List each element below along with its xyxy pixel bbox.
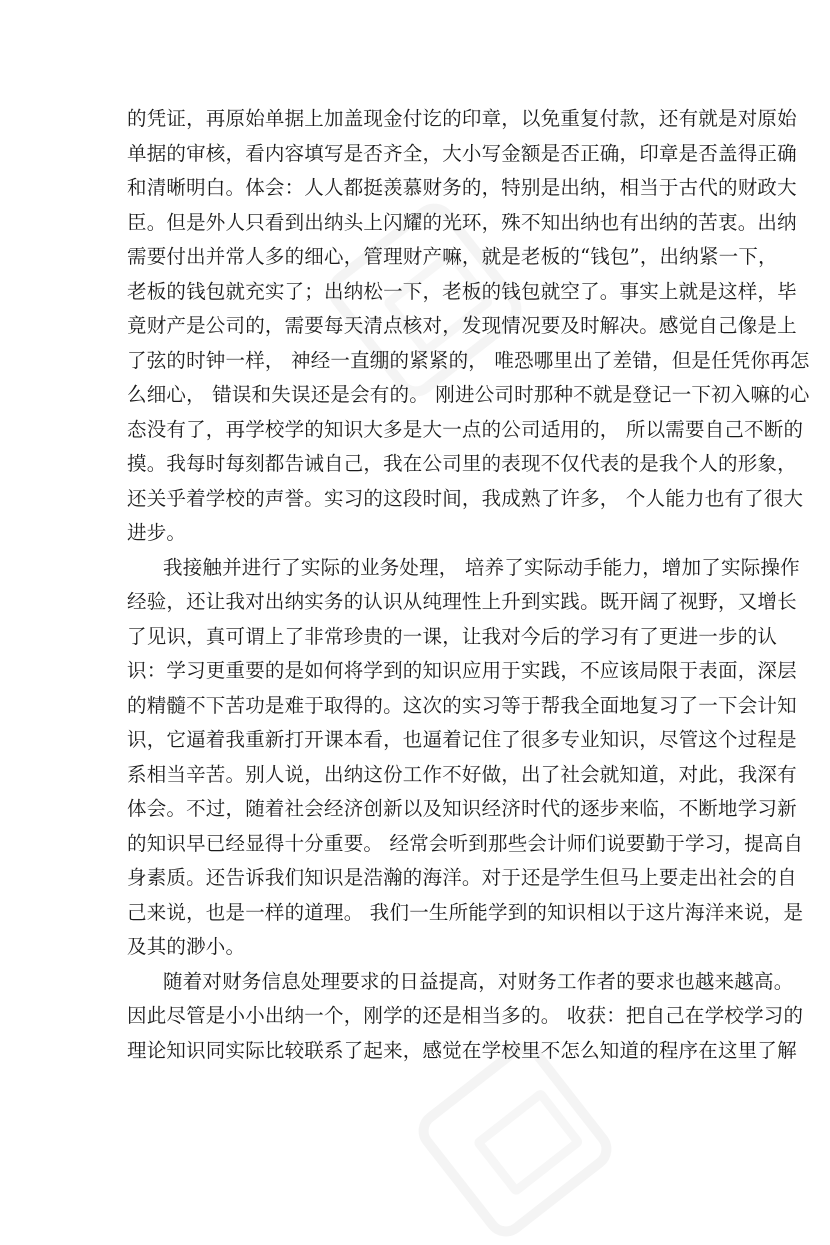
text-line: 了见识，真可谓上了非常珍贵的一课，让我对今后的学习有了更进一步的认 (127, 625, 778, 648)
text-line: 还关乎着学校的声誉。实习的这段时间，我成熟了许多， 个人能力也有了很大 (127, 487, 804, 510)
text-line: 进步。 (127, 521, 187, 544)
text-line: 了弦的时钟一样， 神经一直绷的紧紧的， 唯恐哪里出了差错，但是任凭你再怎 (127, 349, 810, 372)
text-line: 己来说，也是一样的道理。 我们一生所能学到的知识相以于这片海洋来说，是 (127, 901, 804, 924)
text-line: 识：学习更重要的是如何将学到的知识应用于实践，不应该局限于表面，深层 (127, 659, 797, 682)
text-line: 摸。我每时每刻都告诫自己，我在公司里的表现不仅代表的是我个人的形象， (127, 452, 797, 475)
text-line: 系相当辛苦。别人说，出纳这份工作不好做，出了社会就知道，对此，我深有 (127, 763, 797, 786)
text-line: 的知识早已经显得十分重要。 经常会听到那些会计师们说要勤于学习，提高自 (127, 832, 804, 855)
text-line: 和清晰明白。体会：人人都挺羡慕财务的，特别是出纳，相当于古代的财政大 (127, 176, 797, 199)
text-line: 身素质。还告诉我们知识是浩瀚的海洋。对于还是学生但马上要走出社会的自 (127, 866, 797, 889)
text-line: 臣。但是外人只看到出纳头上闪耀的光环，殊不知出纳也有出纳的苦衷。出纳 (127, 211, 797, 234)
text-line: 识，它逼着我重新打开课本看，也逼着记住了很多专业知识，尽管这个过程是 (127, 728, 797, 751)
text-line: 么细心， 错误和失误还是会有的。 刚进公司时那种不就是登记一下初入嘛的心 (127, 383, 810, 406)
text-line: 的精髓不下苦功是难于取得的。这次的实习等于帮我全面地复习了一下会计知 (127, 694, 797, 717)
text-line: 态没有了，再学校学的知识大多是大一点的公司适用的， 所以需要自己不断的 (127, 418, 804, 441)
text-line: 及其的渺小。 (127, 935, 246, 958)
text-line: 需要付出并常人多的细心，管理财产嘛，就是老板的“钱包”，出纳紧一下， (127, 245, 778, 268)
text-line: 因此尽管是小小出纳一个，刚学的还是相当多的。 收获：把自己在学校学习的 (127, 1004, 804, 1027)
text-line: 单据的审核，看内容填写是否齐全，大小写金额是否正确，印章是否盖得正确 (127, 142, 797, 165)
text-line: 的凭证，再原始单据上加盖现金付讫的印章，以免重复付款，还有就是对原始 (127, 107, 797, 130)
paragraph-first-line: 随着对财务信息处理要求的日益提高，对财务工作者的要求也越来越高。 (163, 970, 794, 993)
text-line: 体会。不过，随着社会经济创新以及知识经济时代的逐步来临，不断地学习新 (127, 797, 797, 820)
text-line: 竟财产是公司的，需要每天清点核对，发现情况要及时解决。感觉自己像是上 (127, 314, 797, 337)
text-line: 理论知识同实际比较联系了起来，感觉在学校里不怎么知道的程序在这里了解 (127, 1039, 797, 1062)
text-line: 经验，还让我对出纳实务的认识从纯理性上升到实践。既开阔了视野，又增长 (127, 590, 797, 613)
text-line: 老板的钱包就充实了；出纳松一下，老板的钱包就空了。事实上就是这样，毕 (127, 280, 797, 303)
paragraph-first-line: 我接触并进行了实际的业务处理， 培养了实际动手能力，增加了实际操作 (163, 556, 800, 579)
